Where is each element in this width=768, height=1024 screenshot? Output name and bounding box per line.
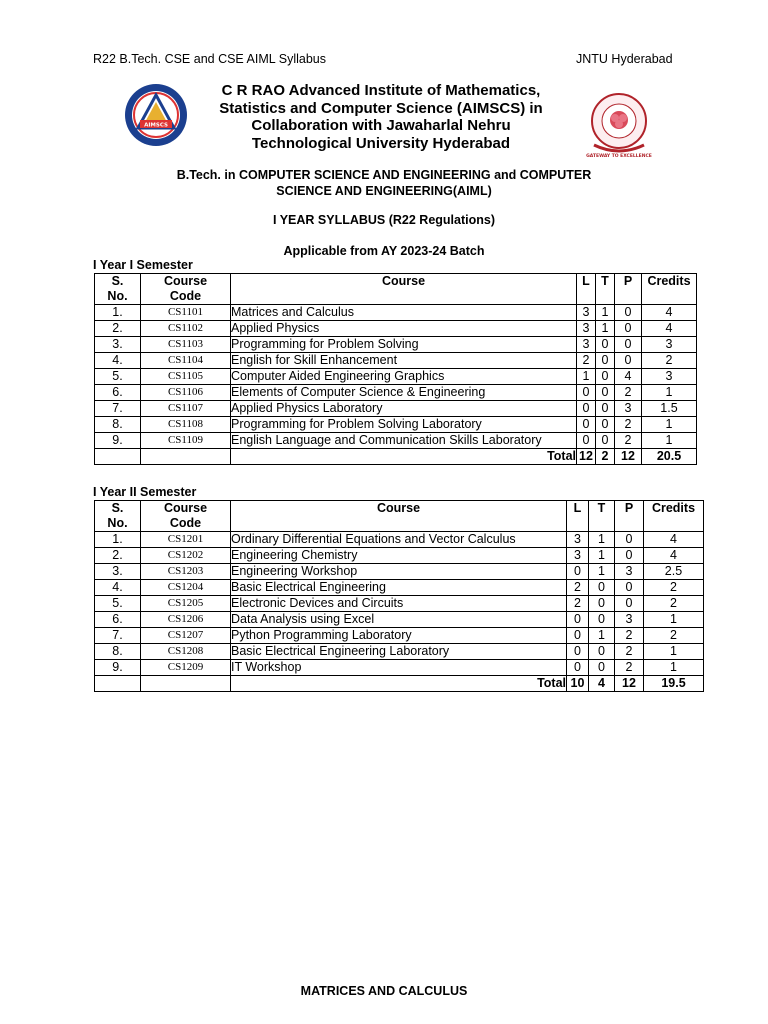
row-l: 0 (567, 628, 589, 644)
table-row (95, 321, 697, 337)
row-course-name: Programming for Problem Solving (231, 337, 577, 353)
table-row (95, 433, 697, 449)
row-course-name: Programming for Problem Solving Laboratory (231, 417, 577, 433)
row-l: 0 (567, 660, 589, 676)
row-t: 1 (596, 321, 615, 337)
total-l: 12 (577, 449, 596, 465)
row-l: 0 (577, 385, 596, 401)
institute-line-4: Technological University Hyderabad (251, 134, 511, 152)
row-course-name: English for Skill Enhancement (231, 353, 577, 369)
row-sno: 8. (95, 644, 141, 660)
row-sno: 5. (95, 596, 141, 612)
row-t: 0 (596, 417, 615, 433)
semester-1-table (94, 273, 697, 465)
row-sno: 1. (95, 305, 141, 321)
row-credits: 1 (642, 417, 697, 433)
program-title (150, 168, 618, 199)
total-credits: 20.5 (642, 449, 697, 465)
row-p: 2 (615, 433, 642, 449)
table-row (95, 385, 697, 401)
table-row (95, 564, 704, 580)
col-code: Course Code (141, 274, 231, 305)
row-p: 0 (615, 580, 644, 596)
row-sno: 9. (95, 433, 141, 449)
row-course-code: CS1204 (141, 580, 231, 596)
row-sno: 2. (95, 548, 141, 564)
col-p: P (615, 274, 642, 305)
row-credits: 1 (642, 385, 697, 401)
row-t: 0 (589, 644, 615, 660)
row-l: 2 (567, 580, 589, 596)
semester-2-title: I Year II Semester (93, 485, 197, 499)
row-credits: 3 (642, 337, 697, 353)
row-course-name: Applied Physics Laboratory (231, 401, 577, 417)
col-l: L (567, 501, 589, 532)
semester-2-table (94, 500, 704, 692)
total-row (95, 676, 704, 692)
row-course-code: CS1206 (141, 612, 231, 628)
col-course: Course (231, 274, 577, 305)
row-course-name: Electronic Devices and Circuits (231, 596, 567, 612)
table-row (95, 305, 697, 321)
row-sno: 6. (95, 612, 141, 628)
row-l: 0 (567, 644, 589, 660)
total-t: 2 (596, 449, 615, 465)
table-row (95, 401, 697, 417)
row-credits: 2 (642, 353, 697, 369)
table-row (95, 612, 704, 628)
empty-cell (95, 676, 141, 692)
row-course-code: CS1202 (141, 548, 231, 564)
row-credits: 4 (644, 548, 704, 564)
row-sno: 7. (95, 401, 141, 417)
row-sno: 5. (95, 369, 141, 385)
row-l: 0 (567, 612, 589, 628)
row-p: 0 (615, 532, 644, 548)
row-credits: 4 (644, 532, 704, 548)
row-t: 1 (589, 628, 615, 644)
col-p: P (615, 501, 644, 532)
total-label: Total (231, 676, 567, 692)
row-credits: 2 (644, 580, 704, 596)
institute-title (200, 82, 562, 152)
row-credits: 3 (642, 369, 697, 385)
table-header-row (95, 501, 704, 532)
svg-text:AIMSCS: AIMSCS (144, 122, 168, 129)
row-t: 0 (589, 580, 615, 596)
col-t: T (596, 274, 615, 305)
row-l: 3 (567, 532, 589, 548)
row-course-code: CS1106 (141, 385, 231, 401)
total-row (95, 449, 697, 465)
row-p: 4 (615, 369, 642, 385)
row-p: 0 (615, 321, 642, 337)
row-t: 0 (596, 433, 615, 449)
total-l: 10 (567, 676, 589, 692)
row-credits: 1 (642, 433, 697, 449)
col-sno: S. No. (95, 501, 141, 532)
row-course-name: Ordinary Differential Equations and Vector Calculus (231, 532, 567, 548)
row-l: 0 (567, 564, 589, 580)
row-sno: 3. (95, 337, 141, 353)
row-course-code: CS1108 (141, 417, 231, 433)
table-row (95, 580, 704, 596)
row-sno: 1. (95, 532, 141, 548)
row-l: 0 (577, 433, 596, 449)
row-p: 0 (615, 548, 644, 564)
row-course-code: CS1105 (141, 369, 231, 385)
row-t: 0 (596, 401, 615, 417)
header-right: JNTU Hyderabad (576, 52, 673, 66)
applicable-batch: Applicable from AY 2023-24 Batch (283, 244, 485, 258)
row-l: 0 (577, 401, 596, 417)
row-course-name: Elements of Computer Science & Engineering (231, 385, 577, 401)
row-course-code: CS1201 (141, 532, 231, 548)
row-t: 0 (596, 353, 615, 369)
row-t: 1 (589, 532, 615, 548)
row-t: 1 (596, 305, 615, 321)
row-l: 2 (577, 353, 596, 369)
row-sno: 4. (95, 580, 141, 596)
total-p: 12 (615, 676, 644, 692)
syllabus-title: I YEAR SYLLABUS (R22 Regulations) (272, 213, 496, 227)
row-credits: 2 (644, 628, 704, 644)
col-l: L (577, 274, 596, 305)
institute-line-2: Statistics and Computer Science (AIMSCS) in (219, 99, 543, 117)
col-credits: Credits (642, 274, 697, 305)
row-course-name: Matrices and Calculus (231, 305, 577, 321)
total-credits: 19.5 (644, 676, 704, 692)
row-course-code: CS1207 (141, 628, 231, 644)
row-credits: 1 (644, 612, 704, 628)
row-p: 2 (615, 417, 642, 433)
row-course-name: Applied Physics (231, 321, 577, 337)
col-sno: S. No. (95, 274, 141, 305)
row-p: 0 (615, 337, 642, 353)
row-course-code: CS1203 (141, 564, 231, 580)
row-t: 0 (596, 369, 615, 385)
row-course-name: Computer Aided Engineering Graphics (231, 369, 577, 385)
aimscs-logo (116, 82, 196, 148)
row-credits: 2 (644, 596, 704, 612)
header-left: R22 B.Tech. CSE and CSE AIML Syllabus (93, 52, 326, 66)
row-course-code: CS1107 (141, 401, 231, 417)
row-credits: 1.5 (642, 401, 697, 417)
row-p: 2 (615, 385, 642, 401)
row-p: 2 (615, 628, 644, 644)
table-row (95, 532, 704, 548)
table-row (95, 596, 704, 612)
table-row (95, 417, 697, 433)
total-label: Total (231, 449, 577, 465)
row-course-name: Basic Electrical Engineering Laboratory (231, 644, 567, 660)
program-line-2: SCIENCE AND ENGINEERING(AIML) (276, 183, 492, 198)
row-sno: 8. (95, 417, 141, 433)
col-code: Course Code (141, 501, 231, 532)
row-p: 0 (615, 353, 642, 369)
row-t: 0 (589, 660, 615, 676)
row-l: 2 (567, 596, 589, 612)
row-credits: 4 (642, 321, 697, 337)
row-t: 0 (596, 337, 615, 353)
table-row (95, 644, 704, 660)
row-sno: 7. (95, 628, 141, 644)
jntuh-logo (584, 93, 654, 159)
col-course: Course (231, 501, 567, 532)
row-sno: 4. (95, 353, 141, 369)
row-course-code: CS1205 (141, 596, 231, 612)
row-course-name: Engineering Chemistry (231, 548, 567, 564)
empty-cell (141, 676, 231, 692)
row-course-name: Data Analysis using Excel (231, 612, 567, 628)
row-l: 3 (567, 548, 589, 564)
row-t: 1 (589, 564, 615, 580)
row-t: 0 (596, 385, 615, 401)
row-t: 1 (589, 548, 615, 564)
program-line-1: B.Tech. in COMPUTER SCIENCE AND ENGINEERING and COMPUTER (176, 168, 592, 182)
svg-text:GATEWAY TO EXCELLENCE: GATEWAY TO EXCELLENCE (586, 154, 652, 159)
row-course-code: CS1102 (141, 321, 231, 337)
table-row (95, 660, 704, 676)
empty-cell (95, 449, 141, 465)
row-course-code: CS1101 (141, 305, 231, 321)
table-row (95, 337, 697, 353)
semester-1-title: I Year I Semester (93, 258, 193, 272)
row-course-code: CS1104 (141, 353, 231, 369)
row-course-code: CS1208 (141, 644, 231, 660)
col-t: T (589, 501, 615, 532)
row-course-name: English Language and Communication Skills Laboratory (231, 433, 577, 449)
row-p: 3 (615, 401, 642, 417)
row-course-code: CS1103 (141, 337, 231, 353)
row-l: 1 (577, 369, 596, 385)
row-credits: 2.5 (644, 564, 704, 580)
table-row (95, 369, 697, 385)
row-t: 0 (589, 596, 615, 612)
row-credits: 4 (642, 305, 697, 321)
row-l: 3 (577, 305, 596, 321)
row-course-name: IT Workshop (231, 660, 567, 676)
section-heading: MATRICES AND CALCULUS (300, 984, 468, 998)
col-credits: Credits (644, 501, 704, 532)
row-p: 2 (615, 660, 644, 676)
table-row (95, 548, 704, 564)
row-credits: 1 (644, 644, 704, 660)
row-t: 0 (589, 612, 615, 628)
row-p: 3 (615, 564, 644, 580)
row-l: 3 (577, 337, 596, 353)
institute-line-1: C R RAO Advanced Institute of Mathematics, (221, 82, 541, 99)
row-sno: 6. (95, 385, 141, 401)
row-l: 3 (577, 321, 596, 337)
row-p: 0 (615, 305, 642, 321)
row-sno: 3. (95, 564, 141, 580)
total-t: 4 (589, 676, 615, 692)
row-p: 3 (615, 612, 644, 628)
empty-cell (141, 449, 231, 465)
table-row (95, 628, 704, 644)
row-course-code: CS1209 (141, 660, 231, 676)
row-l: 0 (577, 417, 596, 433)
row-credits: 1 (644, 660, 704, 676)
table-header-row (95, 274, 697, 305)
row-sno: 2. (95, 321, 141, 337)
table-row (95, 353, 697, 369)
row-course-name: Basic Electrical Engineering (231, 580, 567, 596)
total-p: 12 (615, 449, 642, 465)
row-p: 0 (615, 596, 644, 612)
row-course-code: CS1109 (141, 433, 231, 449)
row-course-name: Engineering Workshop (231, 564, 567, 580)
row-course-name: Python Programming Laboratory (231, 628, 567, 644)
row-p: 2 (615, 644, 644, 660)
institute-line-3: Collaboration with Jawaharlal Nehru (251, 117, 511, 134)
row-sno: 9. (95, 660, 141, 676)
